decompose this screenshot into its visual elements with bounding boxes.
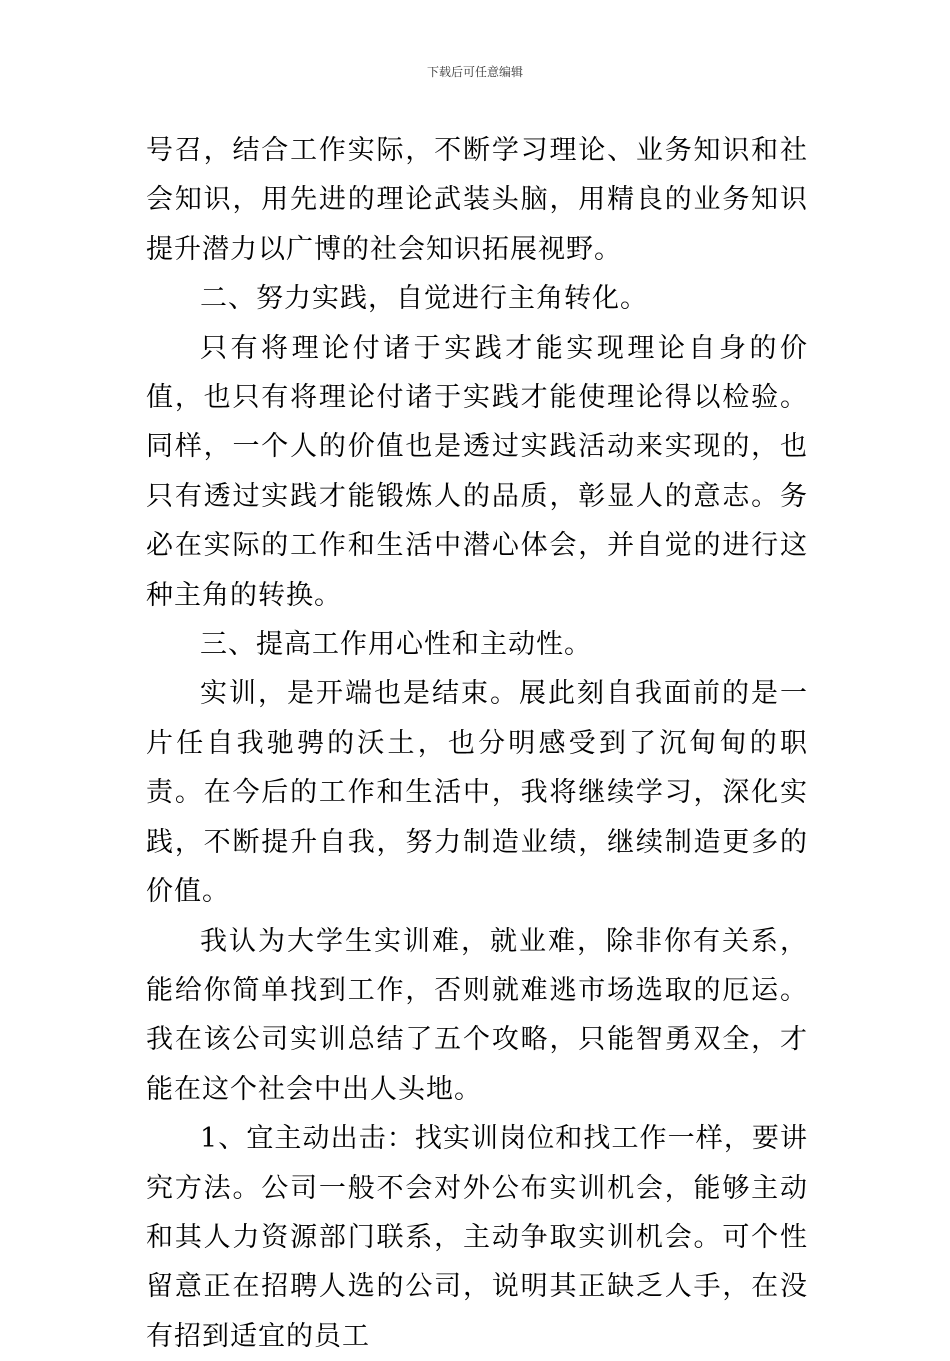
- page-header-note: 下载后可任意编辑: [426, 65, 523, 79]
- paragraph-initiative: 实训，是开端也是结束。展此刻自我面前的是一片任自我驰骋的沃土，也分明感受到了沉甸甸的职责。在今后的工作和生活中，我将继续学习，深化实践，不断提升自我，努力制造业绩，继续制造更多的价值。: [146, 678, 808, 908]
- section-heading-initiative: 三、提高工作用心性和主动性。: [200, 629, 592, 661]
- paragraph-opinion: 我认为大学生实训难，就业难，除非你有关系，能给你简单找到工作，否则就难逃市场选取的厄运。我在该公司实训总结了五个攻略，只能智勇双全，才能在这个社会中出人头地。: [146, 925, 808, 1105]
- paragraph-tip-1: 1、宜主动出击：找实训岗位和找工作一样，要讲究方法。公司一般不会对外公布实训机会，能够主动和其人力资源部门联系，主动争取实训机会。可个性留意正在招聘人选的公司，说明其正缺乏人手，在没有招到适宜的员工: [146, 1123, 808, 1352]
- section-heading-practice: 二、努力实践，自觉进行主角转化。: [200, 283, 648, 315]
- paragraph-continuation: 号召，结合工作实际，不断学习理论、业务知识和社会知识，用先进的理论武装头脑，用精良的业务知识提升潜力以广博的社会知识拓展视野。: [146, 135, 808, 265]
- paragraph-practice: 只有将理论付诸于实践才能实现理论自身的价值，也只有将理论付诸于实践才能使理论得以检验。同样，一个人的价值也是透过实践活动来实现的，也只有透过实践才能锻炼人的品质，彰显人的意志。务必在实际的工作和生活中潜心体会，并自觉的进行这种主角的转换。: [146, 332, 808, 611]
- document-body: [146, 126, 808, 1361]
